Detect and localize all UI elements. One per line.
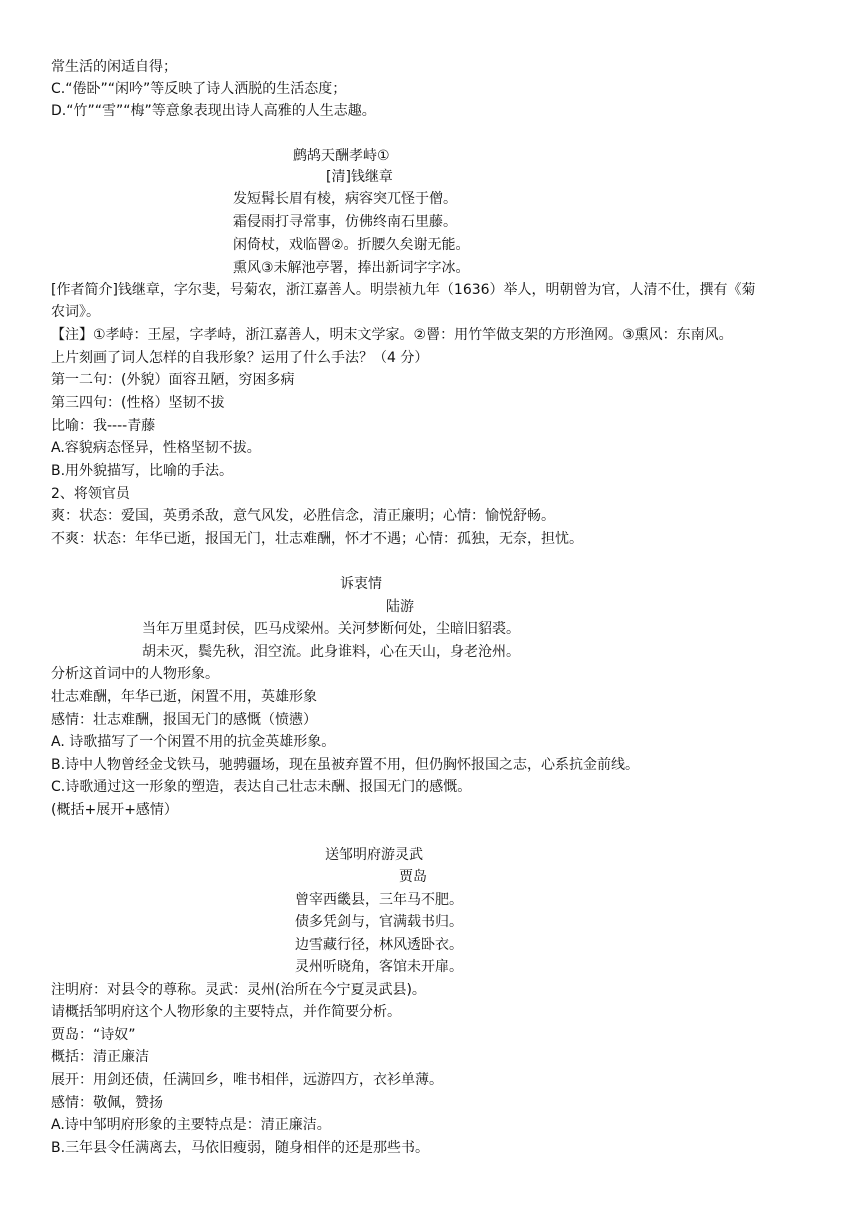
poem-line: 灵州听晓角，客馆未开扉。 [295,959,463,975]
question: 分析这首词中的人物形象。 [51,666,219,682]
answer-line: C.诗歌通过这一形象的塑造，表达自己壮志未酬、报国无门的感慨。 [51,779,472,795]
poem-line: 霜侵雨打寻常事，仿佛终南石里藤。 [233,214,457,230]
footnote: 注明府：对县令的尊称。灵武：灵州(治所在今宁夏灵武县)。 [51,982,426,998]
poem-author: 陆游 [386,599,414,615]
poem-line: 胡未灭，鬓先秋，泪空流。此身谁料，心在天山，身老沧州。 [142,644,520,660]
text-line: 爽：状态：爱国，英勇杀敌，意气风发，必胜信念，清正廉明；心情：愉悦舒畅。 [51,508,555,524]
answer-line: A.诗中邹明府形象的主要特点是：清正廉洁。 [51,1117,331,1133]
section-heading: 2、将领官员 [51,486,130,502]
poem-line: 发短髯长眉有棱，病容突兀怪于僧。 [233,191,457,207]
poem-title: 诉衷情 [340,576,382,592]
answer-line: 第一二句：(外貌）面容丑陋，穷困多病 [51,372,295,388]
poem-line: 闲倚杖，戏临罾②。折腰久矣谢无能。 [233,237,470,253]
poem-author: [清]钱继章 [326,169,393,185]
answer-line: B.诗中人物曾经金戈铁马，驰骋疆场，现在虽被弃置不用，但仍胸怀报国之志，心系抗金前线。 [51,757,640,773]
author-bio: [作者简介]钱继章，字尔斐，号菊农，浙江嘉善人。明崇祯九年（1636）举人，明朝曾为官，人清不仕，撰有《菊 [51,282,756,298]
poem-line: 熏风③未解池亭署，捧出新词字字冰。 [233,260,470,276]
question: 上片刻画了词人怎样的自我形象？运用了什么手法？（4 分） [51,350,429,366]
answer-line: 感情：壮志难酬，报国无门的感慨（愤懑） [51,712,317,728]
answer-line: 感情：敬佩，赞扬 [51,1095,163,1111]
text-line: 不爽：状态：年华已逝，报国无门，壮志难酬，怀才不遇；心情：孤独，无奈，担忧。 [51,531,583,547]
question: 请概括邹明府这个人物形象的主要特点，并作简要分析。 [51,1004,401,1020]
poem-line: 边雪藏行径，林风透卧衣。 [295,937,463,953]
text-line: C.“倦卧”“闲吟”等反映了诗人洒脱的生活态度； [51,81,347,97]
poem-line: 当年万里觅封侯，匹马戍梁州。关河梦断何处，尘暗旧貂裘。 [142,621,520,637]
answer-line: 展开：用剑还债，任满回乡，唯书相伴，远游四方，衣衫单薄。 [51,1072,443,1088]
poem-author: 贾岛 [399,869,427,885]
answer-line: (概括+展开+感情） [51,802,178,818]
author-bio-cont: 农词》。 [51,304,100,320]
answer-line: 第三四句：(性格）坚韧不拔 [51,395,225,411]
answer-line: 壮志难酬，年华已逝，闲置不用，英雄形象 [51,689,317,705]
answer-line: 概括：清正廉洁 [51,1049,149,1065]
poem-title: 送邹明府游灵武 [325,847,423,863]
answer-line: B.用外貌描写，比喻的手法。 [51,463,234,479]
text-line: 常生活的闲适自得； [51,59,177,75]
poem-title: 鹧鸪天酬孝峙① [293,148,390,164]
poem-line: 债多凭剑与，官满载书归。 [295,914,463,930]
footnote: 【注】①孝峙：王屋，字孝峙，浙江嘉善人，明末文学家。②罾：用竹竿做支架的方形渔网。③熏风：东南风。 [51,327,733,343]
poem-line: 曾宰西畿县，三年马不肥。 [295,892,463,908]
answer-line: 贾岛：“诗奴” [51,1027,136,1043]
answer-line: A. 诗歌描写了一个闲置不用的抗金英雄形象。 [51,734,336,750]
text-line: D.“竹”“雪”“梅”等意象表现出诗人高雅的人生志趣。 [51,103,376,119]
answer-line: 比喻：我----青藤 [51,418,156,434]
answer-line: A.容貌病态怪异，性格坚韧不拔。 [51,440,261,456]
answer-line: B.三年县令任满离去，马依旧瘦弱，随身相伴的还是那些书。 [51,1140,430,1156]
